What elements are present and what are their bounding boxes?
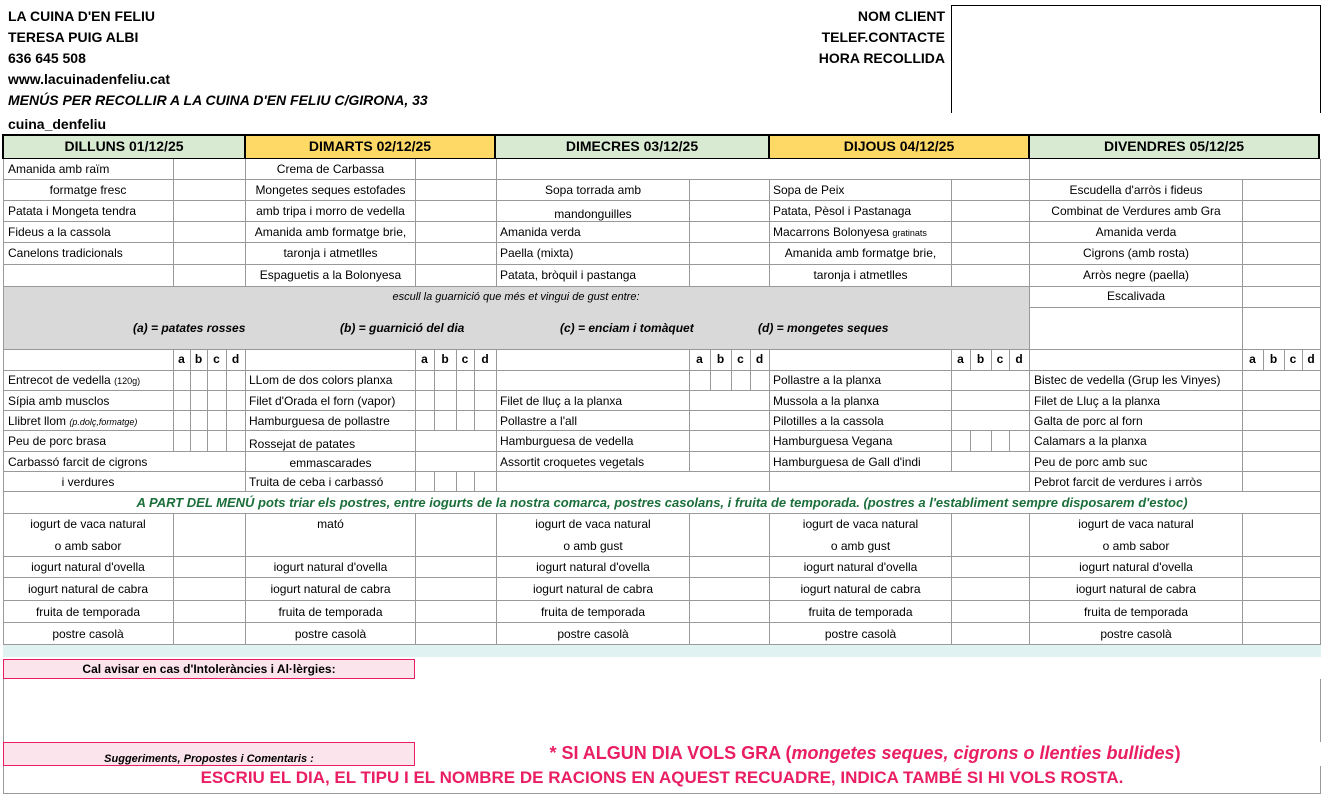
- separator-band: [3, 644, 1321, 657]
- tue-dessert-2: iogurt natural d'ovella: [273, 560, 388, 574]
- tue-first-3: Amanida amb formatge brie,: [254, 225, 407, 239]
- grain-notice-part2: mongetes seques, cigrons o llenties bullides: [791, 743, 1175, 763]
- wed-second-4: Assortit croquetes vegetals: [500, 455, 645, 469]
- thu-first-2: Patata, Pèsol i Pastanaga: [773, 204, 912, 218]
- thu-col-c: c: [996, 352, 1004, 366]
- mon-first-4: Canelons tradicionals: [8, 246, 123, 260]
- allergies-label: Cal avisar en cas d'Intoleràncies i Al·lèrgies:: [82, 662, 336, 676]
- grain-notice-part1: * SI ALGUN DIA VOLS GRA (: [549, 743, 792, 763]
- fri-dessert-1: iogurt de vaca natural: [1078, 517, 1194, 531]
- fri-second-3: Galta de porc al forn: [1034, 414, 1143, 428]
- wed-first-4: Patata, bròquil i pastanga: [500, 268, 637, 282]
- mon-col-c: c: [213, 352, 220, 366]
- website: www.lacuinadenfeliu.cat: [8, 71, 171, 87]
- tue-second-3: Hamburguesa de pollastre: [249, 414, 390, 428]
- fri-first-1: Escudella d'arròs i fideus: [1069, 183, 1203, 197]
- grain-notice-part3: ): [1174, 743, 1181, 763]
- day-header-thursday: DIJOUS 04/12/25: [770, 136, 1028, 158]
- fri-second-4: Calamars a la planxa: [1034, 434, 1147, 448]
- tue-second-2: Filet d'Orada el forn (vapor): [249, 394, 396, 408]
- mon-dessert-5: postre casolà: [52, 627, 124, 641]
- tue-col-a: a: [421, 352, 428, 366]
- fri-col-b: b: [1269, 352, 1278, 366]
- wed-second-1: Filet de lluç a la planxa: [500, 394, 623, 408]
- thu-first-4b: taronja i atmetlles: [813, 268, 908, 282]
- thu-col-d: d: [1015, 352, 1023, 366]
- fri-second-5: Peu de porc amb suc: [1034, 455, 1148, 469]
- grain-instructions: ESCRIU EL DIA, EL TIPU I EL NOMBRE DE RACIONS EN AQUEST RECUADRE, INDICA TAMBÉ SI HI VOLS ROSTA.: [200, 768, 1124, 787]
- tue-first-2: Mongetes seques estofades: [255, 183, 406, 197]
- fri-first-5: Arròs negre (paella): [1082, 268, 1190, 282]
- tue-col-b: b: [441, 352, 449, 366]
- wed-first-1b: mandonguilles: [554, 207, 632, 221]
- client-name-label: NOM CLIENT: [857, 8, 945, 24]
- wed-dessert-4: fruita de temporada: [540, 605, 646, 619]
- fri-second-2: Filet de Lluç a la planxa: [1034, 394, 1161, 408]
- garnish-option-d: (d) = mongetes seques: [758, 321, 889, 335]
- mon-dessert-4: fruita de temporada: [35, 605, 141, 619]
- tue-dessert-3: iogurt natural de cabra: [270, 582, 391, 596]
- tue-first-4: Espaguetis a la Bolonyesa: [259, 268, 402, 282]
- desserts-note: A PART DEL MENÚ pots triar els postres, entre iogurts de la nostra comarca, postres casolans, i fruita de temporada. (postres a l'establiment sempre disposarem d'estoc): [136, 495, 1188, 510]
- mon-first-3: Fideus a la cassola: [8, 225, 111, 239]
- fri-first-3: Amanida verda: [1095, 225, 1177, 239]
- wed-dessert-5: postre casolà: [557, 627, 629, 641]
- mon-second-5: Carbassó farcit de cigrons: [8, 455, 148, 469]
- day-header-friday: DIVENDRES 05/12/25: [1030, 136, 1318, 158]
- thu-dessert-4: fruita de temporada: [808, 605, 913, 619]
- tue-dessert-1: mató: [317, 517, 344, 531]
- wed-first-3: Paella (mixta): [500, 246, 574, 260]
- fri-second-1: Bistec de vedella (Grup les Vinyes): [1034, 373, 1221, 387]
- day-header-tuesday: DIMARTS 02/12/25: [246, 136, 494, 158]
- wed-first-2: Amanida verda: [500, 225, 581, 239]
- owner-name: TERESA PUIG ALBI: [8, 29, 139, 45]
- mon-first-2: Patata i Mongeta tendra: [8, 204, 137, 218]
- thu-dessert-2: iogurt natural d'ovella: [803, 560, 918, 574]
- comments-label: Suggeriments, Propostes i Comentaris :: [104, 753, 314, 765]
- thu-first-4: Amanida amb formatge brie,: [784, 246, 937, 260]
- wed-dessert-1b: o amb gust: [563, 539, 623, 553]
- day-header-wednesday: DIMECRES 03/12/25: [496, 136, 768, 158]
- restaurant-name: LA CUINA D'EN FELIU: [8, 8, 155, 24]
- instagram: cuina_denfeliu: [8, 116, 107, 132]
- fri-dessert-5: postre casolà: [1100, 627, 1172, 641]
- wed-col-d: d: [755, 352, 764, 366]
- address-line: MENÚS PER RECOLLIR A LA CUINA D'EN FELIU C/GIRONA, 33: [8, 92, 428, 108]
- mon-col-d: d: [231, 352, 240, 366]
- tue-dessert-5: postre casolà: [294, 627, 367, 641]
- client-phone-label: TELEF.CONTACTE: [821, 29, 945, 45]
- mon-first-1b: formatge fresc: [49, 183, 127, 197]
- mon-dessert-1b: o amb sabor: [54, 539, 122, 553]
- fri-col-c: c: [1289, 352, 1297, 366]
- mon-col-a: a: [178, 352, 185, 366]
- fri-first-6: Escalivada: [1106, 289, 1166, 303]
- garnish-option-a: (a) = patates rosses: [133, 321, 246, 335]
- thu-second-3: Pilotilles a la cassola: [773, 414, 884, 428]
- wed-col-c: c: [737, 352, 744, 366]
- wed-second-2: Pollastre a l'all: [500, 414, 577, 428]
- thu-dessert-5: postre casolà: [824, 627, 897, 641]
- tue-dessert-4: fruita de temporada: [278, 605, 383, 619]
- tue-first-3b: taronja i atmetlles: [283, 246, 378, 260]
- thu-second-1: Pollastre a la planxa: [773, 373, 882, 387]
- pickup-time-label: HORA RECOLLIDA: [818, 50, 945, 66]
- thu-second-5: Hamburguesa de Gall d'indi: [773, 455, 921, 469]
- mon-second-4: Peu de porc brasa: [8, 434, 107, 448]
- day-header-monday: DILLUNS 01/12/25: [4, 136, 244, 158]
- mon-col-b: b: [194, 352, 203, 366]
- fri-first-4: Cigrons (amb rosta): [1082, 246, 1190, 260]
- wed-second-3: Hamburguesa de vedella: [500, 434, 634, 448]
- garnish-option-b: (b) = guarnició del dia: [340, 321, 465, 335]
- mon-second-1-note: (120g): [114, 376, 141, 386]
- mon-dessert-3: iogurt natural de cabra: [27, 582, 149, 596]
- thu-second-2: Mussola a la planxa: [773, 394, 880, 408]
- thu-first-1: Sopa de Peix: [773, 183, 845, 197]
- wed-dessert-3: iogurt natural de cabra: [532, 582, 654, 596]
- mon-second-2: Sípia amb musclos: [8, 394, 110, 408]
- fri-col-a: a: [1249, 352, 1256, 366]
- tue-col-d: d: [481, 352, 489, 366]
- mon-second-1: [8, 372, 140, 389]
- phone-number: 636 645 508: [8, 50, 86, 66]
- mon-second-5b: i verdures: [61, 475, 115, 489]
- allergies-input-area[interactable]: [3, 679, 1321, 742]
- mon-second-3-note: (p.dolç,formatge): [69, 417, 138, 427]
- fri-dessert-2: iogurt natural d'ovella: [1079, 560, 1193, 574]
- client-info-box[interactable]: [951, 5, 1321, 113]
- tue-col-c: c: [461, 352, 469, 366]
- wed-col-a: a: [696, 352, 703, 366]
- mon-second-1-text: Entrecot de vedella: [8, 373, 111, 387]
- tue-second-4b: emmascarades: [289, 456, 372, 470]
- mon-dessert-1: iogurt de vaca natural: [30, 517, 146, 531]
- fri-col-d: d: [1307, 352, 1315, 366]
- mon-first-1: Amanida amb raïm: [8, 162, 110, 176]
- thu-first-3-text: Macarrons Bolonyesa: [773, 225, 890, 239]
- wed-col-b: b: [716, 352, 725, 366]
- garnish-intro: escull la guarnició que més et vingui de gust entre:: [392, 291, 640, 303]
- tue-second-5: Truita de ceba i carbassó: [249, 475, 384, 489]
- wed-dessert-2: iogurt natural d'ovella: [536, 560, 650, 574]
- fri-second-6: Pebrot farcit de verdures i arròs: [1034, 475, 1203, 489]
- wed-dessert-1: iogurt de vaca natural: [535, 517, 651, 531]
- thu-dessert-1b: o amb gust: [830, 539, 891, 553]
- tue-second-1: LLom de dos colors planxa: [249, 373, 393, 387]
- fri-dessert-3: iogurt natural de cabra: [1075, 582, 1197, 596]
- thu-col-a: a: [957, 352, 964, 366]
- wed-first-1: Sopa torrada amb: [544, 183, 642, 197]
- mon-second-3: [8, 413, 137, 430]
- mon-second-3-text: Llibret llom: [8, 414, 67, 428]
- tue-first-1: Crema de Carbassa: [276, 162, 385, 176]
- grain-notice: [420, 743, 1310, 764]
- thu-dessert-3: iogurt natural de cabra: [800, 582, 921, 596]
- fri-first-2: Combinat de Verdures amb Gra: [1051, 204, 1221, 218]
- tue-first-2b: amb tripa i morro de vedella: [256, 204, 405, 218]
- thu-first-3-note: gratinats: [892, 228, 927, 238]
- tue-second-4: Rossejat de patates: [249, 437, 356, 451]
- fri-dessert-4: fruita de temporada: [1083, 605, 1189, 619]
- thu-col-b: b: [976, 352, 985, 366]
- fri-dessert-1b: o amb sabor: [1102, 539, 1170, 553]
- thu-first-3: [773, 224, 927, 241]
- thu-dessert-1: iogurt de vaca natural: [802, 517, 919, 531]
- mon-dessert-2: iogurt natural d'ovella: [31, 560, 145, 574]
- thu-second-4: Hamburguesa Vegana: [773, 434, 893, 448]
- garnish-option-c: (c) = enciam i tomàquet: [560, 321, 694, 335]
